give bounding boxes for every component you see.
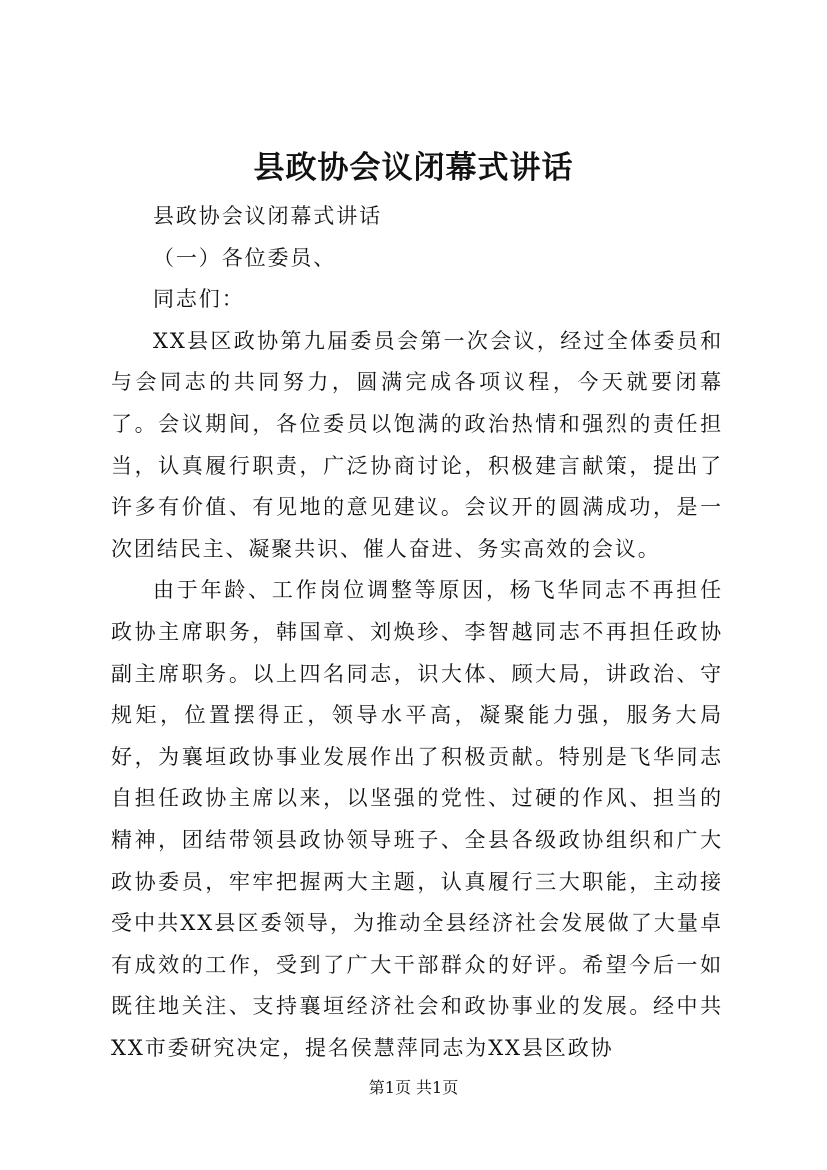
document-title: 县政协会议闭幕式讲话 — [253, 150, 574, 186]
salutation-line-1: （一）各位委员、 — [153, 245, 337, 270]
body-paragraph: 由于年龄、工作岗位调整等原因，杨飞华同志不再担任政协主席职务，韩国章、刘焕珍、李智越同志不再担任政协副主席职务。以上四名同志，识大体、顾大局，讲政治、守规矩，位置摆得正，领导水平高，凝聚能力强，服务大局好，为襄垣政协事业发展作出了积极贡献。特别是飞华同志自担任政协主席以来，以坚强的党性、过硬的作风、担当的精神，团结带领县政协领导班子、全县各级政协组织和广大政协委员，牢牢把握两大主题，认真履行三大职能，主动接受中共XX县区委领导，为推动全县经济社会发展做了大量卓有成效的工作，受到了广大干部群众的好评。希望今后一如既往地关注、支持襄垣经济社会和政协事业的发展。经中共XX市委研究决定，提名侯慧萍同志为XX县区政协 — [111, 578, 723, 1060]
salutation-line-2: 同志们： — [153, 287, 245, 312]
document-body — [111, 196, 723, 1069]
body-paragraph: XX县区政协第九届委员会第一次会议，经过全体委员和与会同志的共同努力，圆满完成各项议程，今天就要闭幕了。会议期间，各位委员以饱满的政治热情和强烈的责任担当，认真履行职责，广泛协商讨论，积极建言献策，提出了许多有价值、有见地的意见建议。会议开的圆满成功，是一次团结民主、凝聚共识、催人奋进、务实高效的会议。 — [111, 328, 723, 561]
page-footer: 第1页 共1页 — [368, 1078, 459, 1097]
body-subtitle: 县政协会议闭幕式讲话 — [153, 204, 382, 228]
